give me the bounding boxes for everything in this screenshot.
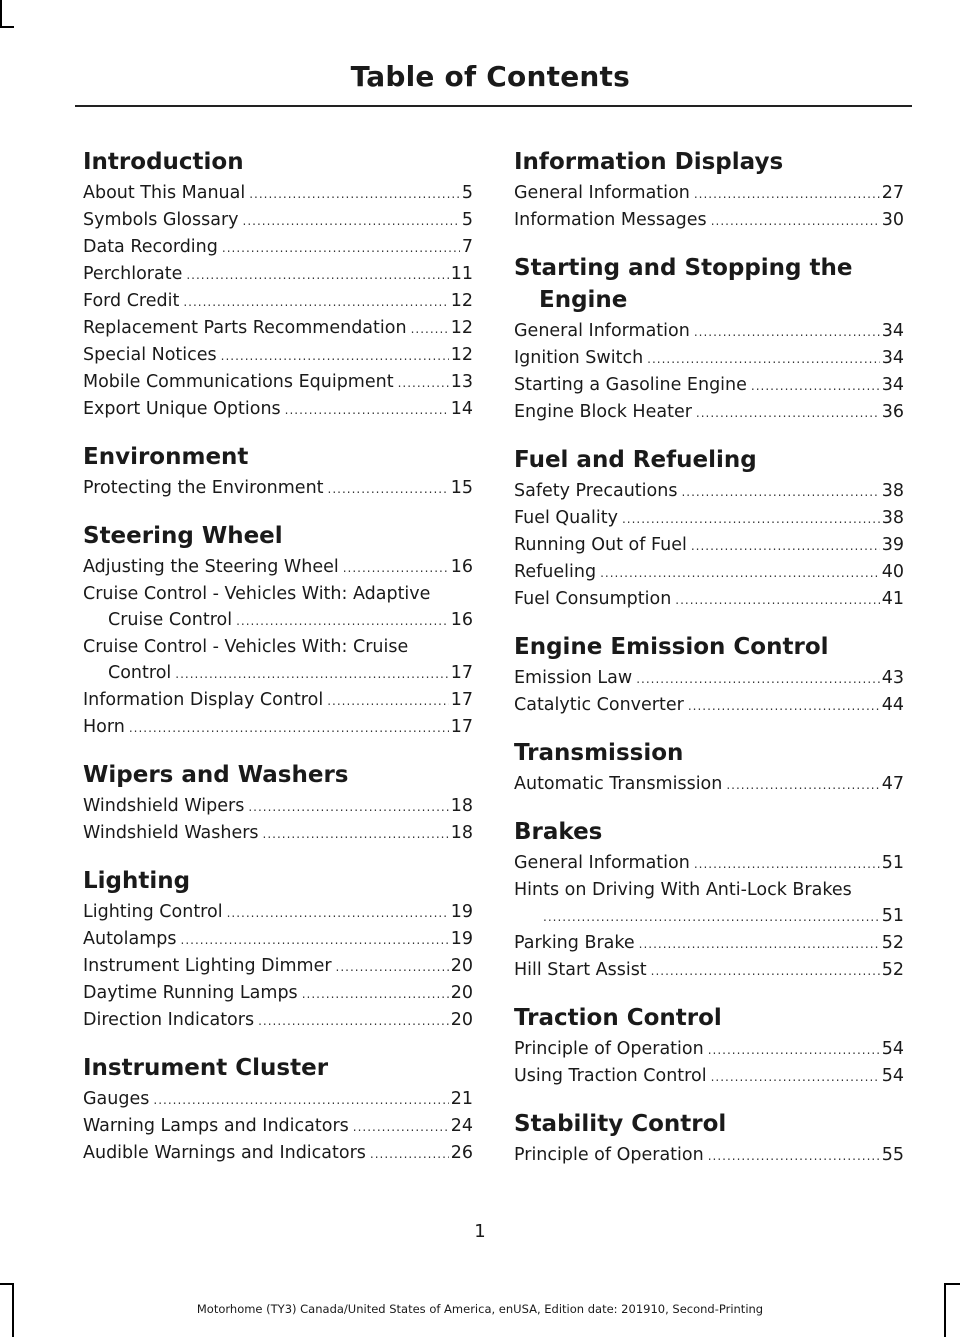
dot-leader — [248, 794, 448, 820]
dot-leader — [711, 1064, 880, 1090]
toc-entry[interactable] — [83, 687, 473, 714]
section-title-text: Transmission — [514, 740, 684, 766]
entry-title: Windshield Washers — [83, 823, 259, 843]
toc-entry[interactable] — [514, 771, 904, 798]
toc-entry[interactable] — [514, 532, 904, 559]
dot-leader — [302, 981, 449, 1007]
entry-title: Adjusting the Steering Wheel — [83, 557, 339, 577]
dot-leader — [153, 1087, 448, 1113]
entry-title: Audible Warnings and Indicators — [83, 1143, 366, 1163]
entry-title: General Information — [514, 321, 690, 341]
entry-page-number: 52 — [881, 960, 904, 980]
entry-page-number: 18 — [450, 796, 473, 816]
entry-page-number: 12 — [450, 345, 473, 365]
toc-entry[interactable] — [83, 953, 473, 980]
crop-mark — [0, 26, 14, 28]
entry-title: Data Recording — [83, 237, 218, 257]
entry-page-number: 39 — [881, 535, 904, 555]
toc-right-column — [514, 146, 904, 1169]
section-title-text: Information Displays — [514, 149, 784, 175]
section-title — [514, 146, 904, 178]
entry-page-number: 41 — [881, 589, 904, 609]
dot-leader — [227, 900, 449, 926]
entry-page-number: 27 — [881, 183, 904, 203]
toc-entry[interactable] — [83, 1140, 473, 1167]
entry-title: Hints on Driving With Anti-Lock Brakes — [514, 880, 852, 900]
dot-leader — [681, 479, 879, 505]
dot-leader — [236, 608, 449, 634]
entry-title: Symbols Glossary — [83, 210, 239, 230]
entry-title: Refueling — [514, 562, 597, 582]
entry-title: Catalytic Converter — [514, 695, 684, 715]
entry-page-number: 34 — [881, 348, 904, 368]
toc-entry[interactable] — [83, 899, 473, 926]
entry-page-number: 51 — [881, 906, 904, 926]
toc-entry[interactable] — [83, 554, 473, 581]
entry-page-number: 17 — [450, 717, 473, 737]
entry-title: Running Out of Fuel — [514, 535, 687, 555]
entry-page-number: 14 — [450, 399, 473, 419]
section-title — [514, 737, 904, 769]
entry-page-number: 47 — [881, 774, 904, 794]
entry-page-number: 54 — [881, 1066, 904, 1086]
entry-title: General Information — [514, 853, 690, 873]
toc-entry[interactable] — [514, 586, 904, 613]
toc-entry[interactable] — [514, 877, 904, 930]
section-title — [83, 865, 473, 897]
entry-title: Using Traction Control — [514, 1066, 707, 1086]
section-title-text: Brakes — [514, 819, 603, 845]
section-title — [83, 441, 473, 473]
entry-page-number: 18 — [450, 823, 473, 843]
entry-page-number: 17 — [450, 690, 473, 710]
toc-entry[interactable] — [514, 345, 904, 372]
entry-title: Direction Indicators — [83, 1010, 255, 1030]
entry-title: Principle of Operation — [514, 1039, 704, 1059]
toc-entry[interactable] — [83, 342, 473, 369]
dot-leader — [694, 319, 880, 345]
toc-entry[interactable] — [514, 1036, 904, 1063]
toc-entry[interactable] — [514, 1063, 904, 1090]
toc-entry[interactable] — [83, 315, 473, 342]
toc-entry[interactable] — [83, 1007, 473, 1034]
toc-entry[interactable] — [83, 396, 473, 423]
entry-title: Replacement Parts Recommendation — [83, 318, 407, 338]
toc-entry[interactable] — [83, 714, 473, 741]
dot-leader — [353, 1114, 449, 1140]
toc-entry[interactable] — [514, 505, 904, 532]
dot-leader — [263, 821, 449, 847]
section-title — [83, 759, 473, 791]
dot-leader — [651, 958, 880, 984]
section-title-text: Lighting — [83, 868, 191, 894]
section-title-text: Wipers and Washers — [83, 762, 349, 788]
entry-page-number: 17 — [450, 663, 473, 683]
entry-title: Protecting the Environment — [83, 478, 324, 498]
entry-title: Automatic Transmission — [514, 774, 723, 794]
toc-entry[interactable] — [514, 1142, 904, 1169]
entry-page-number: 20 — [450, 1010, 473, 1030]
dot-leader — [181, 927, 449, 953]
section-title — [514, 252, 904, 316]
section-title — [514, 1002, 904, 1034]
dot-leader — [708, 1143, 880, 1169]
entry-title: Windshield Wipers — [83, 796, 245, 816]
toc-entry[interactable] — [83, 1086, 473, 1113]
entry-title: Information Messages — [514, 210, 707, 230]
section-title — [514, 816, 904, 848]
entry-page-number: 5 — [461, 210, 473, 230]
dot-leader — [175, 661, 448, 687]
entry-title: Special Notices — [83, 345, 217, 365]
entry-page-number: 16 — [450, 610, 473, 630]
toc-left-column — [83, 146, 473, 1167]
entry-title: Fuel Quality — [514, 508, 618, 528]
dot-leader — [249, 181, 460, 207]
toc-entry[interactable] — [83, 581, 473, 634]
section-title-text: Starting and Stopping the — [514, 255, 853, 281]
dot-leader — [398, 370, 449, 396]
dot-leader — [691, 533, 880, 559]
toc-entry[interactable] — [83, 261, 473, 288]
dot-leader — [694, 181, 880, 207]
toc-entry[interactable] — [514, 399, 904, 426]
toc-entry[interactable] — [83, 369, 473, 396]
toc-entry[interactable] — [514, 957, 904, 984]
dot-leader — [327, 688, 449, 714]
dot-leader — [726, 772, 879, 798]
entry-page-number: 38 — [881, 481, 904, 501]
entry-page-number: 40 — [881, 562, 904, 582]
dot-leader — [183, 289, 448, 315]
entry-title: Safety Precautions — [514, 481, 678, 501]
entry-title: Hill Start Assist — [514, 960, 647, 980]
entry-page-number: 12 — [450, 318, 473, 338]
entry-page-number: 30 — [881, 210, 904, 230]
dot-leader — [694, 851, 880, 877]
section-title-text: Introduction — [83, 149, 244, 175]
toc-entry[interactable] — [83, 980, 473, 1007]
page-title: Table of Contents — [350, 60, 630, 93]
toc-entry[interactable] — [514, 180, 904, 207]
toc-entry[interactable] — [514, 478, 904, 505]
entry-title: Starting a Gasoline Engine — [514, 375, 747, 395]
entry-title: Principle of Operation — [514, 1145, 704, 1165]
entry-page-number: 54 — [881, 1039, 904, 1059]
entry-title: Engine Block Heater — [514, 402, 692, 422]
dot-leader — [328, 476, 449, 502]
crop-mark — [944, 1283, 960, 1285]
dot-leader — [336, 954, 449, 980]
toc-entry[interactable] — [514, 559, 904, 586]
entry-title: Fuel Consumption — [514, 589, 672, 609]
dot-leader — [243, 208, 460, 234]
toc-entry[interactable] — [83, 926, 473, 953]
entry-title-continuation: Control — [108, 663, 172, 683]
section-title-text: Steering Wheel — [83, 523, 283, 549]
entry-title: Information Display Control — [83, 690, 324, 710]
section-title-text: Fuel and Refueling — [514, 447, 757, 473]
entry-page-number: 16 — [450, 557, 473, 577]
dot-leader — [622, 506, 880, 532]
section-title-text: Engine Emission Control — [514, 634, 829, 660]
dot-leader — [647, 346, 880, 372]
entry-page-number: 19 — [450, 929, 473, 949]
dot-leader — [370, 1141, 449, 1167]
entry-page-number: 21 — [450, 1089, 473, 1109]
entry-page-number: 20 — [450, 983, 473, 1003]
entry-title: Ford Credit — [83, 291, 180, 311]
toc-entry[interactable] — [83, 207, 473, 234]
entry-title: General Information — [514, 183, 690, 203]
dot-leader — [696, 400, 880, 426]
entry-page-number: 44 — [881, 695, 904, 715]
section-title — [83, 146, 473, 178]
entry-page-number: 52 — [881, 933, 904, 953]
entry-title: Warning Lamps and Indicators — [83, 1116, 349, 1136]
toc-entry[interactable] — [83, 793, 473, 820]
entry-page-number: 13 — [450, 372, 473, 392]
section-title — [514, 444, 904, 476]
dot-leader — [411, 316, 449, 342]
entry-page-number: 34 — [881, 321, 904, 341]
dot-leader — [600, 560, 880, 586]
entry-page-number: 36 — [881, 402, 904, 422]
entry-title: Gauges — [83, 1089, 150, 1109]
entry-page-number: 55 — [881, 1145, 904, 1165]
entry-page-number: 15 — [450, 478, 473, 498]
entry-title: Perchlorate — [83, 264, 183, 284]
footer-text: Motorhome (TY3) Canada/United States of America, enUSA, Edition date: 201910, Second-Printing — [196, 1302, 764, 1316]
entry-title: Export Unique Options — [83, 399, 281, 419]
page-number: 1 — [474, 1221, 486, 1242]
toc-entry[interactable] — [514, 692, 904, 719]
toc-entry[interactable] — [514, 372, 904, 399]
toc-entry[interactable] — [83, 1113, 473, 1140]
entry-title: Emission Law — [514, 668, 633, 688]
dot-leader — [129, 715, 449, 741]
crop-mark — [0, 1283, 14, 1285]
entry-page-number: 51 — [881, 853, 904, 873]
entry-title: Autolamps — [83, 929, 177, 949]
dot-leader — [688, 693, 880, 719]
entry-title: Ignition Switch — [514, 348, 644, 368]
toc-entry[interactable] — [514, 850, 904, 877]
entry-page-number: 24 — [450, 1116, 473, 1136]
toc-entry[interactable] — [514, 207, 904, 234]
toc-entry[interactable] — [83, 475, 473, 502]
section-title-continuation: Engine — [539, 287, 628, 313]
header-divider — [75, 105, 912, 107]
toc-entry[interactable] — [514, 930, 904, 957]
toc-entry[interactable] — [83, 634, 473, 687]
dot-leader — [285, 397, 449, 423]
toc-entry[interactable] — [83, 180, 473, 207]
dot-leader — [751, 373, 880, 399]
section-title-text: Instrument Cluster — [83, 1055, 329, 1081]
toc-entry[interactable] — [83, 234, 473, 261]
toc-entry[interactable] — [83, 820, 473, 847]
entry-title-continuation: Cruise Control — [108, 610, 233, 630]
entry-title: Instrument Lighting Dimmer — [83, 956, 332, 976]
section-title — [514, 1108, 904, 1140]
section-title-text: Stability Control — [514, 1111, 727, 1137]
entry-title: Cruise Control - Vehicles With: Cruise — [83, 637, 409, 657]
crop-mark — [0, 0, 2, 26]
entry-page-number: 19 — [450, 902, 473, 922]
entry-page-number: 7 — [461, 237, 473, 257]
entry-page-number: 26 — [450, 1143, 473, 1163]
entry-page-number: 34 — [881, 375, 904, 395]
entry-title: About This Manual — [83, 183, 246, 203]
entry-title: Lighting Control — [83, 902, 223, 922]
entry-title: Parking Brake — [514, 933, 635, 953]
dot-leader — [221, 343, 449, 369]
section-title-text: Traction Control — [514, 1005, 722, 1031]
entry-page-number: 43 — [881, 668, 904, 688]
dot-leader — [639, 931, 880, 957]
dot-leader — [708, 1037, 880, 1063]
section-title — [514, 631, 904, 663]
entry-page-number: 20 — [450, 956, 473, 976]
dot-leader — [543, 904, 880, 930]
section-title — [83, 520, 473, 552]
section-title — [83, 1052, 473, 1084]
entry-page-number: 38 — [881, 508, 904, 528]
section-title-text: Environment — [83, 444, 249, 470]
entry-title: Daytime Running Lamps — [83, 983, 298, 1003]
entry-page-number: 11 — [450, 264, 473, 284]
dot-leader — [343, 555, 449, 581]
entry-title: Mobile Communications Equipment — [83, 372, 394, 392]
entry-title: Horn — [83, 717, 125, 737]
dot-leader — [711, 208, 880, 234]
entry-title: Cruise Control - Vehicles With: Adaptive — [83, 584, 431, 604]
toc-entry[interactable] — [514, 665, 904, 692]
entry-page-number: 5 — [461, 183, 473, 203]
dot-leader — [222, 235, 460, 261]
dot-leader — [186, 262, 448, 288]
dot-leader — [258, 1008, 449, 1034]
toc-entry[interactable] — [514, 318, 904, 345]
dot-leader — [675, 587, 879, 613]
entry-page-number: 12 — [450, 291, 473, 311]
dot-leader — [636, 666, 880, 692]
toc-entry[interactable] — [83, 288, 473, 315]
